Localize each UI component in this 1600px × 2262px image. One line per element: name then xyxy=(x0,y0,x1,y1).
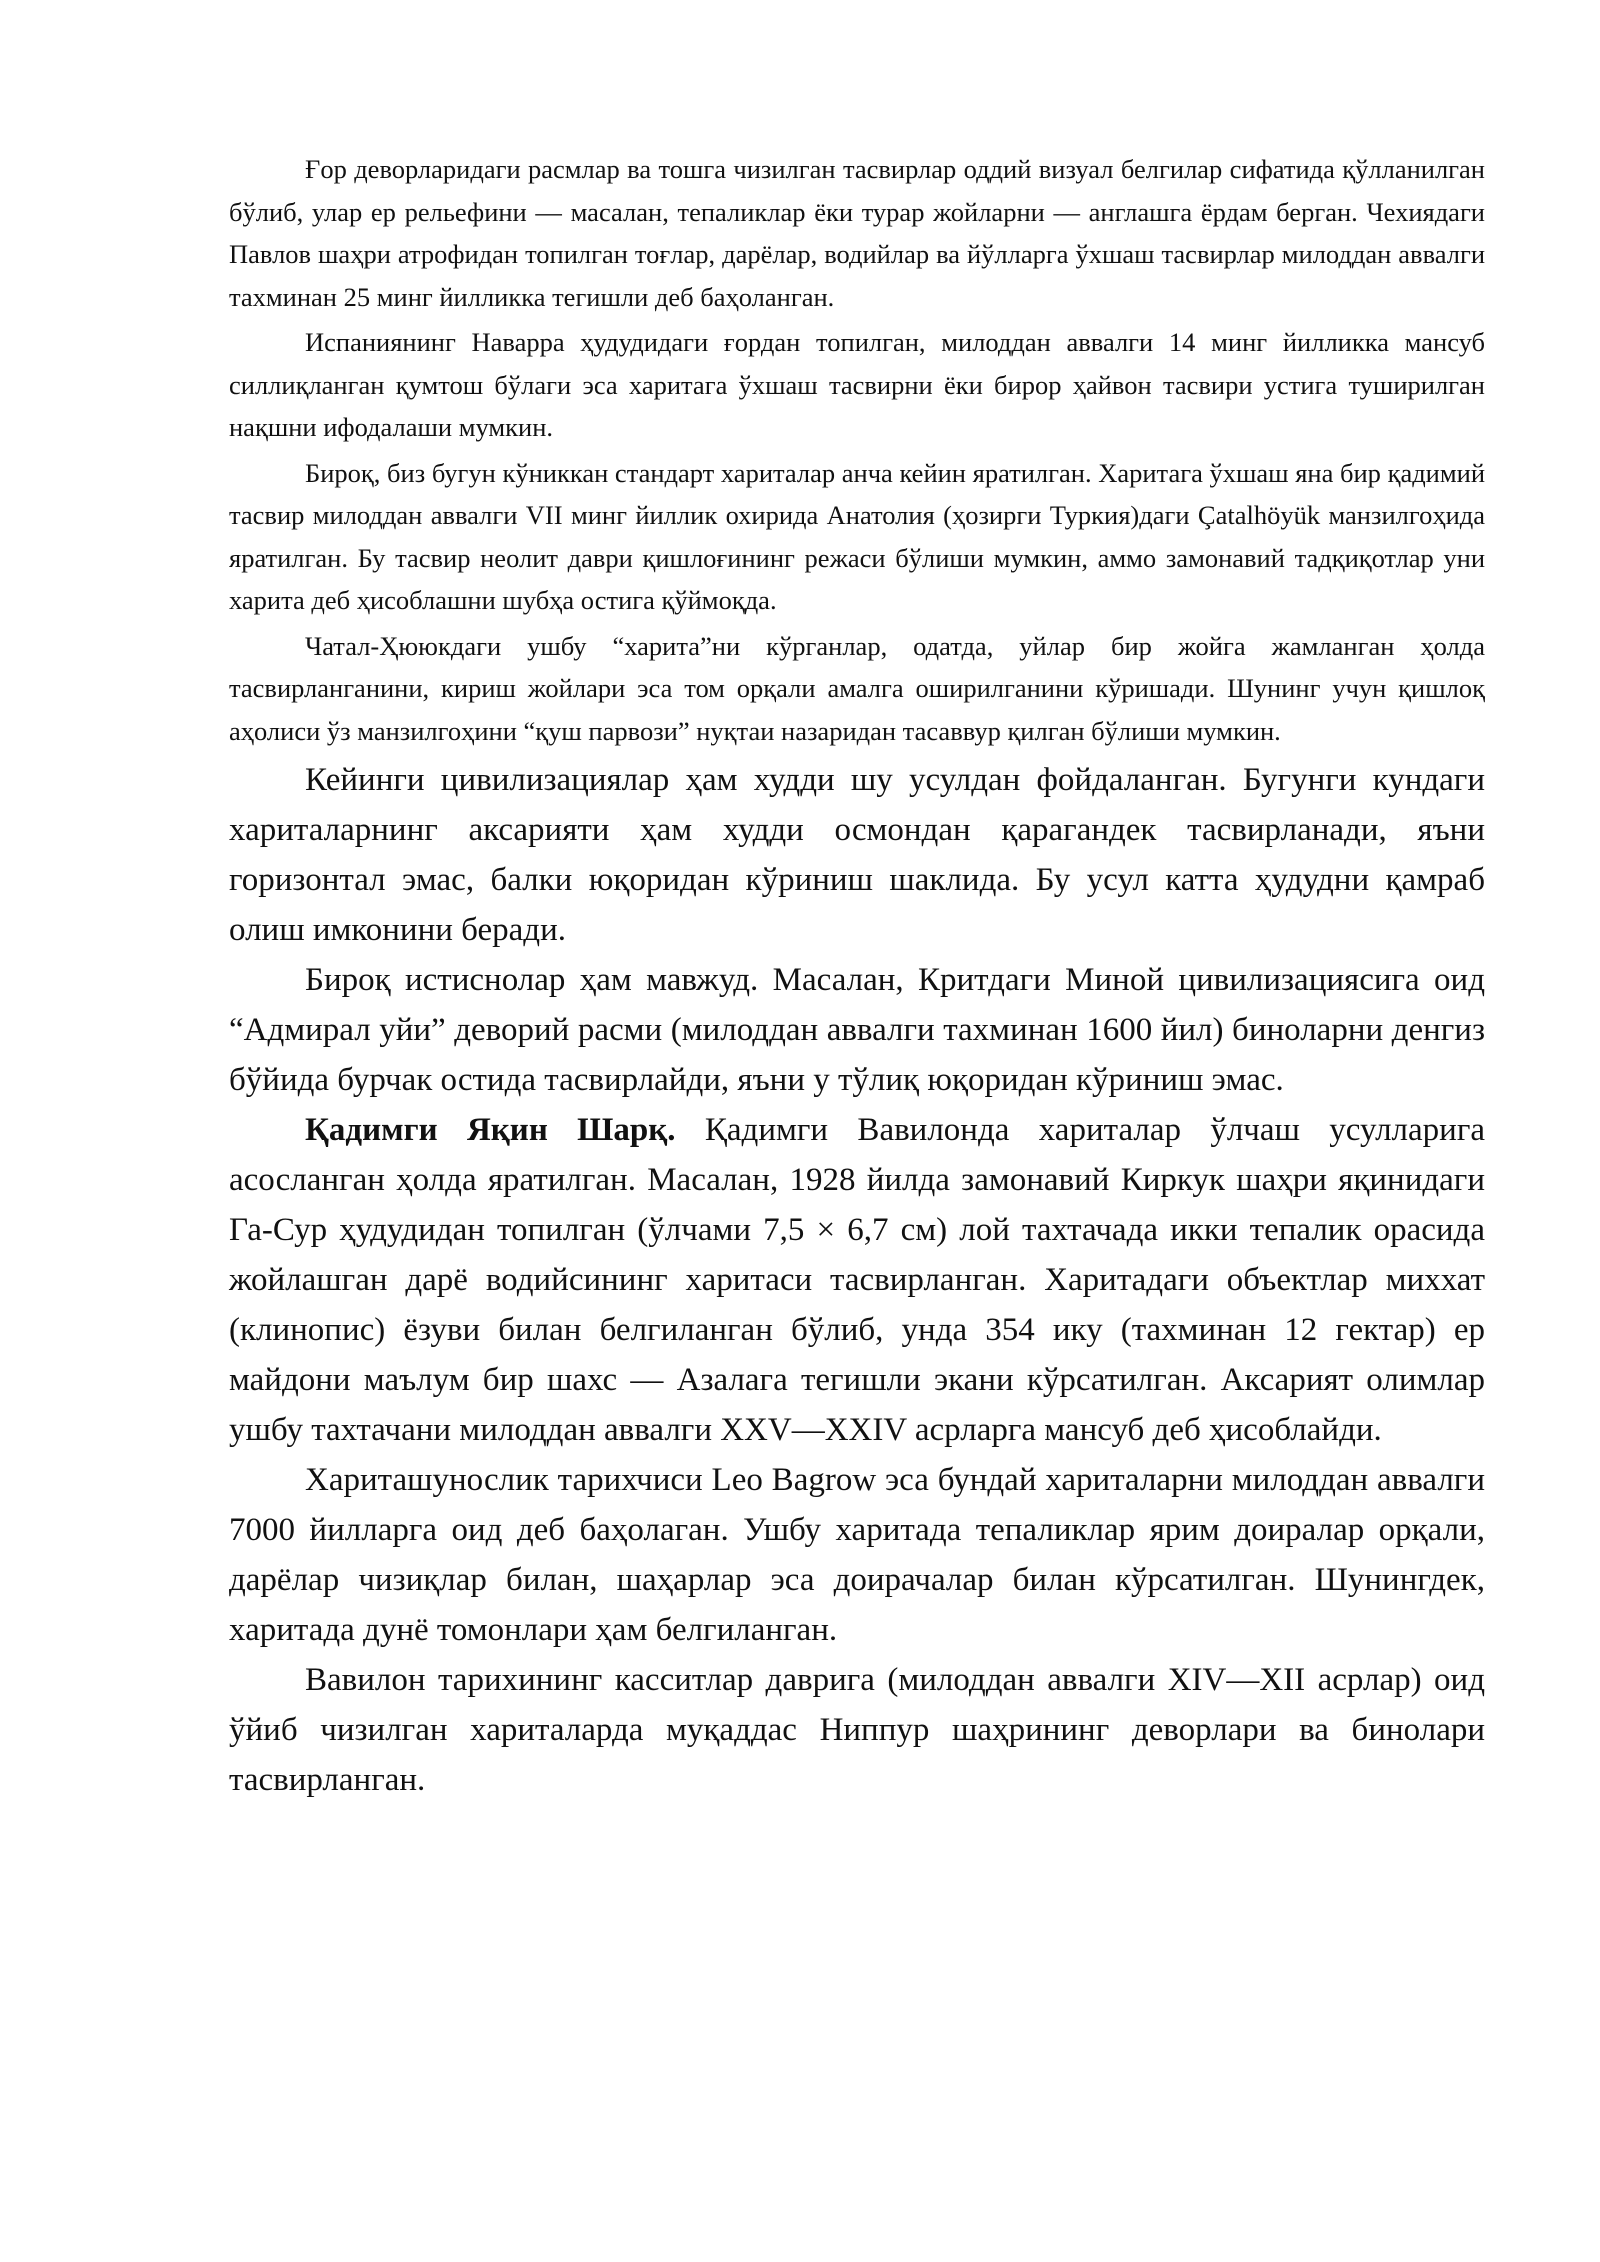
section-heading: Қадимги Яқин Шарқ. xyxy=(305,1112,676,1148)
section-paragraph xyxy=(229,1105,1485,1455)
section-body: Қадимги Вавилонда хариталар ўлчаш усулларига асосланган ҳолда яратилган. Масалан, 1928 йилда замонавий Киркук шаҳри яқинидаги Га-Сур ҳудудидан топилган (ўлчами 7,5 × 6,7 см) лой тахтачада икки тепалик орасида жойлашган дарё водийсининг харитаси тасвирланган. Харитадаги объектлар миххат (клинопис) ёзуви билан белгиланган бўлиб, унда 354 ику (тахминан 12 гектар) ер майдони маълум бир шахс — Азалага тегишли экани кўрсатилган. Аксарият олимлар ушбу тахтачани милоддан аввалги XXV—XXIV асрларга мансуб деб ҳисоблайди. xyxy=(229,1112,1485,1448)
paragraph: Чатал-Ҳююкдаги ушбу “харита”ни кўрганлар, одатда, уйлар бир жойга жамланган ҳолда тасвирланганини, кириш жойлари эса том орқали амалга оширилганини кўришади. Шунинг учун қишлоқ аҳолиси ўз манзилгоҳини “қуш парвози” нуқтаи назаридан тасаввур қилган бўлиши мумкин. xyxy=(229,630,1485,746)
paragraph: Хариташунослик тарихчиси Leo Bagrow эса бундай хариталарни милоддан аввалги 7000 йилларга оид деб баҳолаган. Ушбу харитада тепаликлар ярим доиралар орқали, дарёлар чизиқлар билан, шаҳарлар эса доирачалар билан кўрсатилган. Шунингдек, харитада дунё томонлари ҳам белгиланган. xyxy=(229,1462,1485,1648)
paragraph: Ғор деворларидаги расмлар ва тошга чизилган тасвирлар оддий визуал белгилар сифатида қўлланилган бўлиб, улар ер рельефини — масалан, тепаликлар ёки турар жойларни — англашга ёрдам берган. Чехиядаги Павлов шаҳри атрофидан топилган тоғлар, дарёлар, водийлар ва йўлларга ўхшаш тасвирлар милоддан аввалги тахминан 25 минг йилликка тегишли деб баҳоланган. xyxy=(229,154,1485,312)
paragraph: Кейинги цивилизациялар ҳам худди шу усулдан фойдаланган. Бугунги кундаги хариталарнинг аксарияти ҳам худди осмондан қарагандек тасвирланади, яъни горизонтал эмас, балки юқоридан кўриниш шаклида. Бу усул катта ҳудудни қамраб олиш имконини беради. xyxy=(229,762,1485,948)
document-page xyxy=(229,148,1485,1805)
paragraph: Вавилон тарихининг касситлар даврига (милоддан аввалги XIV—XII асрлар) оид ўйиб чизилган хариталарда муқаддас Ниппур шаҳрининг деворлари ва бинолари тасвирланган. xyxy=(229,1662,1485,1798)
paragraph: Бироқ, биз бугун кўниккан стандарт хариталар анча кейин яратилган. Харитага ўхшаш яна бир қадимий тасвир милоддан аввалги VII минг йиллик охирида Анатолия (ҳозирги Туркия)даги Çatalhöyük манзилгоҳида яратилган. Бу тасвир неолит даври қишлоғининг режаси бўлиши мумкин, аммо замонавий тадқиқотлар уни харита деб ҳисоблашни шубҳа остига қўймоқда. xyxy=(229,457,1485,615)
paragraph: Бироқ истиснолар ҳам мавжуд. Масалан, Критдаги Миной цивилизациясига оид “Адмирал уйи” деворий расми (милоддан аввалги тахминан 1600 йил) биноларни денгиз бўйида бурчак остида тасвирлайди, яъни у тўлиқ юқоридан кўриниш эмас. xyxy=(229,962,1485,1098)
paragraph: Испаниянинг Наварра ҳудудидаги ғордан топилган, милоддан аввалги 14 минг йилликка мансуб силлиқланган қумтош бўлаги эса харитага ўхшаш тасвирни ёки бирор ҳайвон тасвири устига туширилган нақшни ифодалаши мумкин. xyxy=(229,327,1485,442)
